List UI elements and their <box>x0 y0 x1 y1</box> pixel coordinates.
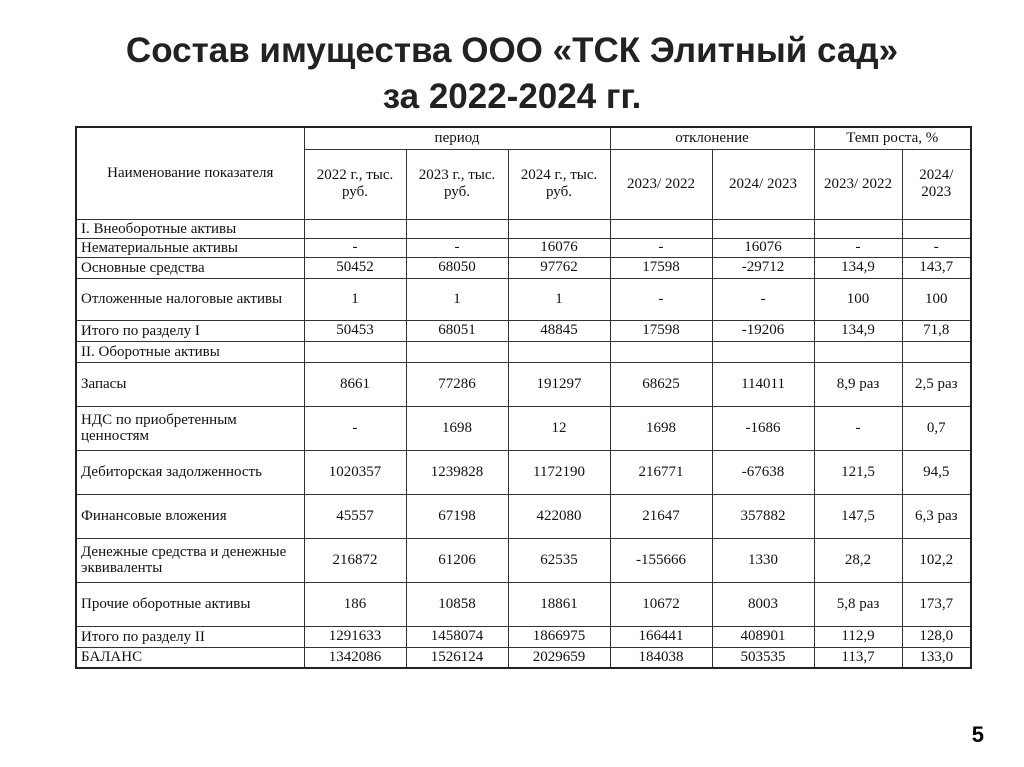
table-cell: 10858 <box>406 582 508 626</box>
empty-cell <box>712 219 814 238</box>
table-cell: - <box>902 238 971 257</box>
table-cell: 68051 <box>406 320 508 341</box>
table-cell: 71,8 <box>902 320 971 341</box>
table-cell: 166441 <box>610 626 712 647</box>
table-cell: 68625 <box>610 362 712 406</box>
row-label: Отложенные налоговые активы <box>76 278 304 320</box>
header-col-2023: 2023 г., тыс. руб. <box>406 149 508 219</box>
empty-cell <box>712 341 814 362</box>
table-cell: 45557 <box>304 494 406 538</box>
table-cell: 102,2 <box>902 538 971 582</box>
table-cell: 8003 <box>712 582 814 626</box>
row-label: Запасы <box>76 362 304 406</box>
table-row <box>76 647 971 668</box>
table-cell: 1698 <box>406 406 508 450</box>
table-body <box>76 219 971 668</box>
table-cell: 100 <box>814 278 902 320</box>
section-row <box>76 341 971 362</box>
table-cell: 1526124 <box>406 647 508 668</box>
table-cell: 113,7 <box>814 647 902 668</box>
table-cell: 28,2 <box>814 538 902 582</box>
table-cell: - <box>610 238 712 257</box>
table-cell: -29712 <box>712 257 814 278</box>
table-cell: 17598 <box>610 320 712 341</box>
table-cell: 1291633 <box>304 626 406 647</box>
section-row <box>76 219 971 238</box>
table-cell: 112,9 <box>814 626 902 647</box>
table-cell: 61206 <box>406 538 508 582</box>
table-cell: 62535 <box>508 538 610 582</box>
table-cell: - <box>814 238 902 257</box>
title-line-2: за 2022-2024 гг. <box>382 77 642 116</box>
table-cell: 1698 <box>610 406 712 450</box>
row-label: Денежные средства и денежные эквиваленты <box>76 538 304 582</box>
row-label: Нематериальные активы <box>76 238 304 257</box>
table-row <box>76 257 971 278</box>
table-cell: 422080 <box>508 494 610 538</box>
row-label: Финансовые вложения <box>76 494 304 538</box>
empty-cell <box>902 341 971 362</box>
table-cell: 10672 <box>610 582 712 626</box>
table-cell: 0,7 <box>902 406 971 450</box>
row-label: НДС по приобретенным ценностям <box>76 406 304 450</box>
header-col-2024: 2024 г., тыс. руб. <box>508 149 610 219</box>
table-cell: 77286 <box>406 362 508 406</box>
empty-cell <box>508 341 610 362</box>
table-row <box>76 626 971 647</box>
table-cell: 184038 <box>610 647 712 668</box>
table-cell: 114011 <box>712 362 814 406</box>
header-indicator-name: Наименование показателя <box>76 127 304 219</box>
empty-cell <box>610 341 712 362</box>
table-cell: 16076 <box>712 238 814 257</box>
table-row <box>76 538 971 582</box>
table-cell: 1 <box>508 278 610 320</box>
table-cell: 100 <box>902 278 971 320</box>
header-growth-2023-2022: 2023/ 2022 <box>814 149 902 219</box>
table-cell: 216872 <box>304 538 406 582</box>
empty-cell <box>406 341 508 362</box>
header-dev-2024-2023: 2024/ 2023 <box>712 149 814 219</box>
table-cell: 134,9 <box>814 320 902 341</box>
table-cell: 408901 <box>712 626 814 647</box>
table-cell: 133,0 <box>902 647 971 668</box>
header-growth-rate: Темп роста, % <box>814 127 971 149</box>
empty-cell <box>814 341 902 362</box>
table-cell: 143,7 <box>902 257 971 278</box>
table-cell: 1458074 <box>406 626 508 647</box>
page-number: 5 <box>971 722 984 747</box>
table-cell: 1330 <box>712 538 814 582</box>
table-cell: 16076 <box>508 238 610 257</box>
table-cell: 18861 <box>508 582 610 626</box>
table-cell: 503535 <box>712 647 814 668</box>
table-cell: 186 <box>304 582 406 626</box>
table-cell: 1172190 <box>508 450 610 494</box>
table-cell: 357882 <box>712 494 814 538</box>
table-cell: - <box>304 238 406 257</box>
table-row <box>76 450 971 494</box>
empty-cell <box>406 219 508 238</box>
table-cell: 68050 <box>406 257 508 278</box>
row-label: Дебиторская задолженность <box>76 450 304 494</box>
table-cell: 8661 <box>304 362 406 406</box>
row-label: БАЛАНС <box>76 647 304 668</box>
empty-cell <box>902 219 971 238</box>
table-row <box>76 362 971 406</box>
table-row <box>76 494 971 538</box>
table-row <box>76 582 971 626</box>
table-cell: 8,9 раз <box>814 362 902 406</box>
row-label: Итого по разделу I <box>76 320 304 341</box>
row-label: Основные средства <box>76 257 304 278</box>
table-cell: 128,0 <box>902 626 971 647</box>
table-cell: 2029659 <box>508 647 610 668</box>
table-row <box>76 278 971 320</box>
table-cell: 1020357 <box>304 450 406 494</box>
row-label: Итого по разделу II <box>76 626 304 647</box>
table-cell: 5,8 раз <box>814 582 902 626</box>
table-cell: - <box>814 406 902 450</box>
table-cell: - <box>712 278 814 320</box>
table-cell: -19206 <box>712 320 814 341</box>
empty-cell <box>508 219 610 238</box>
table-cell: 50453 <box>304 320 406 341</box>
table-cell: 97762 <box>508 257 610 278</box>
empty-cell <box>814 219 902 238</box>
table-cell: -155666 <box>610 538 712 582</box>
table-cell: 147,5 <box>814 494 902 538</box>
section-title: I. Внеоборотные активы <box>76 219 304 238</box>
table-cell: 191297 <box>508 362 610 406</box>
table-cell: 121,5 <box>814 450 902 494</box>
table-cell: - <box>610 278 712 320</box>
header-dev-2023-2022: 2023/ 2022 <box>610 149 712 219</box>
slide-title <box>0 28 1024 120</box>
assets-table <box>75 126 972 669</box>
table-cell: 1866975 <box>508 626 610 647</box>
header-row-1 <box>76 127 971 149</box>
empty-cell <box>304 219 406 238</box>
table-cell: - <box>406 238 508 257</box>
table-row <box>76 320 971 341</box>
table-cell: 1342086 <box>304 647 406 668</box>
table-cell: 173,7 <box>902 582 971 626</box>
table-row <box>76 238 971 257</box>
table-cell: -67638 <box>712 450 814 494</box>
header-deviation: отклонение <box>610 127 814 149</box>
table-cell: 94,5 <box>902 450 971 494</box>
table-cell: - <box>304 406 406 450</box>
table-cell: 1239828 <box>406 450 508 494</box>
table-cell: 17598 <box>610 257 712 278</box>
table-cell: 67198 <box>406 494 508 538</box>
table-cell: 21647 <box>610 494 712 538</box>
title-line-1: Состав имущества ООО «ТСК Элитный сад» <box>125 31 899 70</box>
empty-cell <box>304 341 406 362</box>
table-cell: 12 <box>508 406 610 450</box>
table-cell: 50452 <box>304 257 406 278</box>
table-cell: 48845 <box>508 320 610 341</box>
header-period: период <box>304 127 610 149</box>
table-cell: 1 <box>406 278 508 320</box>
table-cell: 1 <box>304 278 406 320</box>
empty-cell <box>610 219 712 238</box>
table-cell: 134,9 <box>814 257 902 278</box>
header-growth-2024-2023: 2024/ 2023 <box>902 149 971 219</box>
header-col-2022: 2022 г., тыс. руб. <box>304 149 406 219</box>
table-cell: 2,5 раз <box>902 362 971 406</box>
table-cell: 6,3 раз <box>902 494 971 538</box>
table-cell: -1686 <box>712 406 814 450</box>
section-title: II. Оборотные активы <box>76 341 304 362</box>
table-cell: 216771 <box>610 450 712 494</box>
table-row <box>76 406 971 450</box>
row-label: Прочие оборотные активы <box>76 582 304 626</box>
